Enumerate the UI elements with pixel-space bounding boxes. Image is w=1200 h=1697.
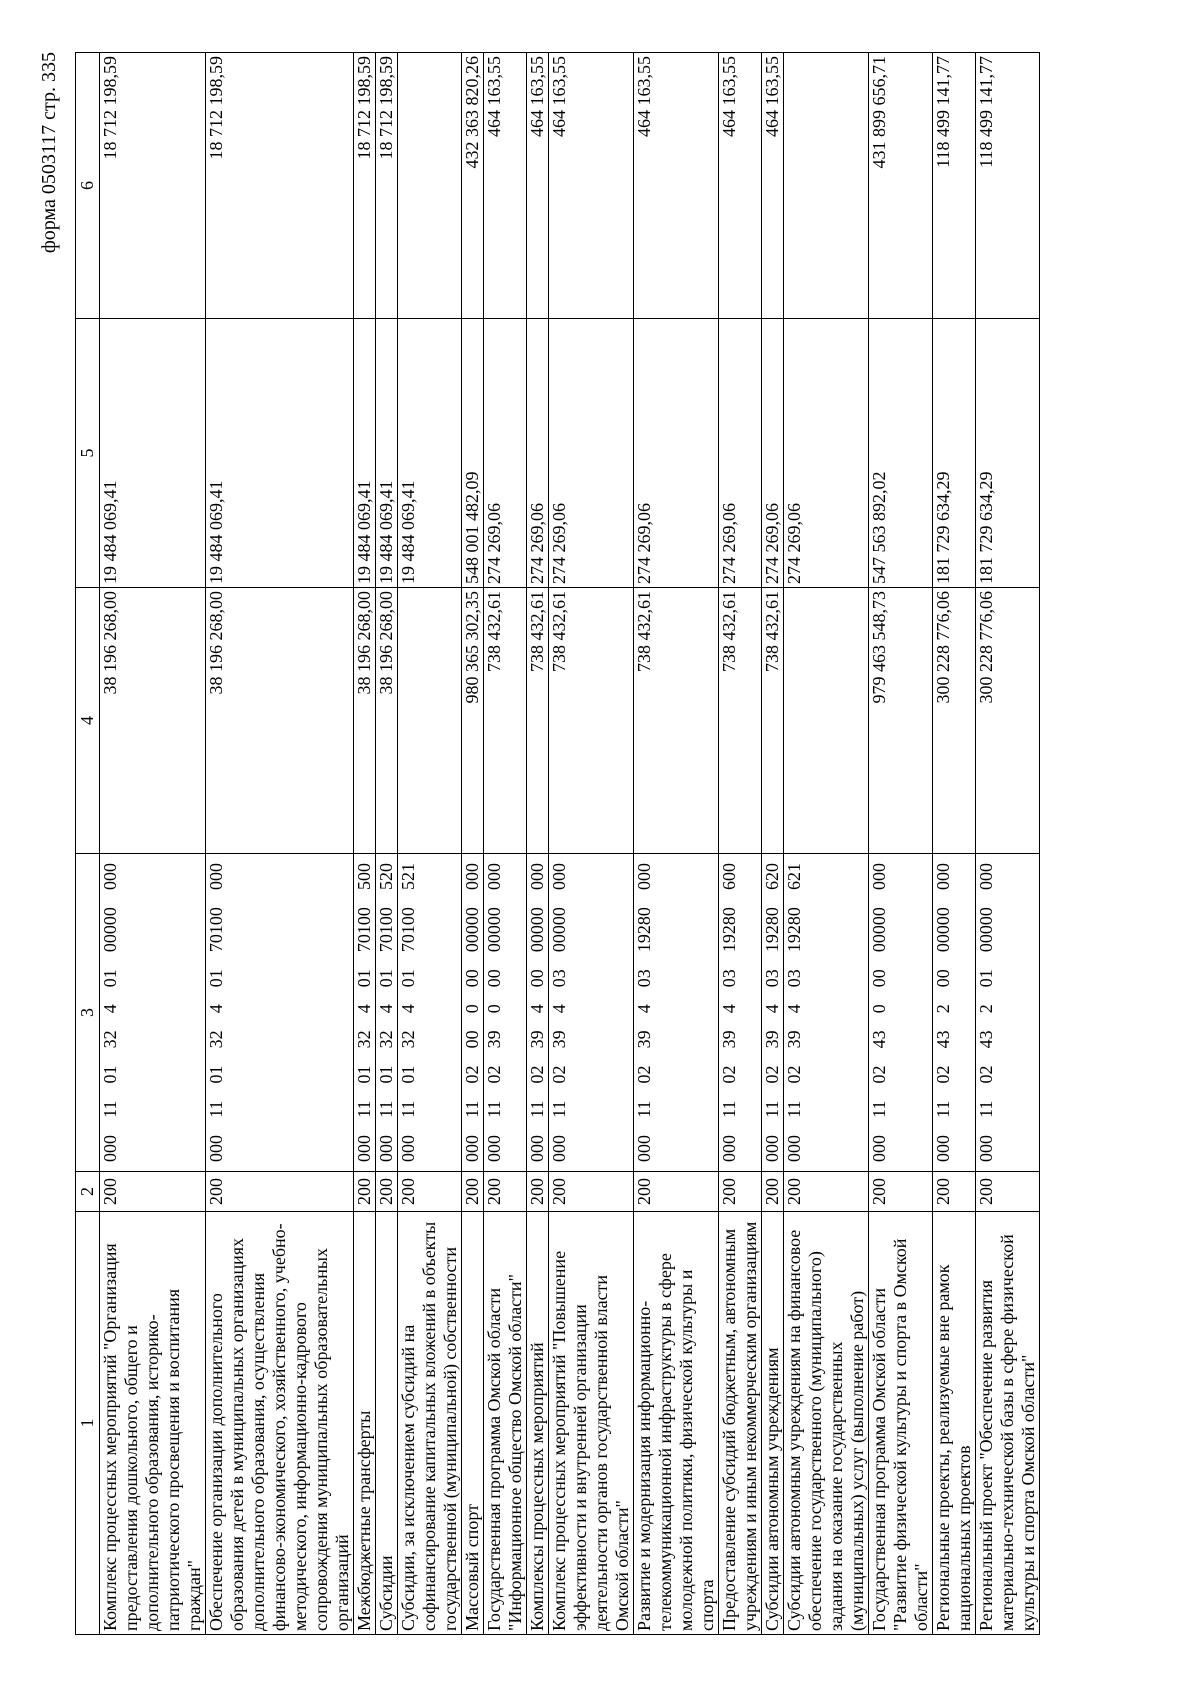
row-classification-code (634, 854, 719, 1172)
code-segment: 00000 (462, 907, 482, 953)
column-header: 6 (76, 53, 100, 319)
code-segment: 39 (549, 1030, 569, 1049)
table-row (762, 53, 784, 1635)
row-name: Субсидии автономным учреждениям (762, 1212, 784, 1635)
code-segment: 000 (100, 863, 120, 890)
row-code: 200 (762, 1172, 784, 1212)
code-segment: 32 (206, 1030, 226, 1049)
code-segment: 00000 (484, 907, 504, 953)
row-code: 200 (869, 1172, 933, 1212)
code-segment: 00000 (933, 907, 953, 953)
code-segment: 000 (206, 863, 226, 890)
column-header: 2 (76, 1172, 100, 1212)
code-segment: 00000 (527, 907, 547, 953)
approved-amount: 979 463 548,73 (869, 588, 933, 854)
row-classification-code (762, 854, 784, 1172)
code-segment: 39 (719, 1030, 739, 1049)
code-segment: 02 (762, 1065, 782, 1084)
code-segment: 02 (784, 1065, 804, 1084)
code-segment: 70100 (376, 907, 396, 953)
table-row (549, 53, 634, 1635)
table-row (354, 53, 376, 1635)
code-segment: 000 (762, 1135, 782, 1162)
code-segment: 01 (206, 969, 226, 988)
executed-amount: 181 729 634,29 (976, 319, 1040, 588)
row-classification-code (933, 854, 976, 1172)
row-classification-code (549, 854, 634, 1172)
executed-amount: 274 269,06 (784, 319, 869, 588)
column-header: 1 (76, 1212, 100, 1635)
code-segment: 01 (354, 1065, 374, 1084)
code-segment: 11 (933, 1100, 953, 1118)
executed-amount: 274 269,06 (634, 319, 719, 588)
row-code: 200 (354, 1172, 376, 1212)
code-segment: 000 (549, 863, 569, 890)
executed-amount: 19 484 069,41 (206, 319, 354, 588)
row-name: Обеспечение организации дополнительного образования детей в муниципальных организациях дополнительного образования, осуществления финансово-экономического, хозяйственного, учебно-методического, информационно-кадрового сопровождения муниципальных образовательных организаций (206, 1212, 354, 1635)
row-classification-code (484, 854, 527, 1172)
code-segment: 01 (976, 969, 996, 988)
approved-amount: 300 228 776,06 (976, 588, 1040, 854)
code-segment: 00 (869, 969, 889, 988)
approved-amount: 738 432,61 (549, 588, 634, 854)
row-classification-code (376, 854, 398, 1172)
code-segment: 19280 (634, 907, 654, 953)
table-row (527, 53, 549, 1635)
code-segment: 43 (933, 1030, 953, 1049)
code-segment: 4 (549, 1004, 569, 1014)
code-segment: 2 (933, 1004, 953, 1014)
row-classification-code (206, 854, 354, 1172)
unexecuted-amount: 431 899 656,71 (869, 53, 933, 319)
code-segment: 19280 (719, 907, 739, 953)
code-segment: 11 (634, 1100, 654, 1118)
row-code: 200 (398, 1172, 462, 1212)
row-code: 200 (784, 1172, 869, 1212)
row-code: 200 (100, 1172, 206, 1212)
approved-amount: 300 228 776,06 (933, 588, 976, 854)
row-name: Комплекс процессных мероприятий "Повышение эффективности и внутренней организации деятельности органов государственной власти Омской области" (549, 1212, 634, 1635)
code-segment: 4 (354, 1004, 374, 1014)
code-segment: 01 (100, 1065, 120, 1084)
executed-amount: 274 269,06 (527, 319, 549, 588)
row-name: Региональный проект "Обеспечение развития материально-технической базы в сфере физической культуры и спорта Омской области" (976, 1212, 1040, 1635)
code-segment: 39 (484, 1030, 504, 1049)
code-segment: 02 (719, 1065, 739, 1084)
row-classification-code (100, 854, 206, 1172)
executed-amount: 181 729 634,29 (933, 319, 976, 588)
code-segment: 000 (634, 863, 654, 890)
code-segment: 03 (549, 969, 569, 988)
table-row (869, 53, 933, 1635)
approved-amount: 738 432,61 (484, 588, 527, 854)
row-code: 200 (549, 1172, 634, 1212)
code-segment: 02 (869, 1065, 889, 1084)
code-segment: 0 (462, 1004, 482, 1014)
approved-amount: 738 432,61 (527, 588, 549, 854)
row-name: Массовый спорт (462, 1212, 484, 1635)
executed-amount: 548 001 482,09 (462, 319, 484, 588)
code-segment: 70100 (354, 907, 374, 953)
row-name: Комплексы процессных мероприятий (527, 1212, 549, 1635)
executed-amount: 19 484 069,41 (376, 319, 398, 588)
row-name: Предоставление субсидий бюджетным, автономным учреждениям и иным некоммерческим организациям (719, 1212, 762, 1635)
code-segment: 43 (869, 1030, 889, 1049)
unexecuted-amount: 464 163,55 (762, 53, 784, 319)
row-name: Развитие и модернизация информационно-телекоммуникационной инфраструктуры в сфере молодежной политики, физической культуры и спорта (634, 1212, 719, 1635)
code-segment: 000 (100, 1135, 120, 1162)
code-segment: 000 (549, 1135, 569, 1162)
code-segment: 4 (527, 1004, 547, 1014)
unexecuted-amount: 18 712 198,59 (100, 53, 206, 319)
column-numbers-row (76, 53, 100, 1635)
unexecuted-amount: 464 163,55 (719, 53, 762, 319)
code-segment: 000 (784, 1135, 804, 1162)
column-header: 3 (76, 854, 100, 1172)
code-segment: 000 (484, 1135, 504, 1162)
code-segment: 39 (527, 1030, 547, 1049)
table-row (206, 53, 354, 1635)
code-segment: 11 (354, 1100, 374, 1118)
unexecuted-amount: 18 712 198,59 (376, 53, 398, 319)
approved-amount: 38 196 268,00 (354, 588, 376, 854)
row-name: Комплекс процессных мероприятий "Организация предоставления дошкольного, общего и дополнительного образования, историко-патриотического просвещения и воспитания граждан" (100, 1212, 206, 1635)
code-segment: 19280 (762, 907, 782, 953)
executed-amount: 19 484 069,41 (100, 319, 206, 588)
code-segment: 19280 (784, 907, 804, 953)
code-segment: 11 (549, 1100, 569, 1118)
unexecuted-amount: 118 499 141,77 (976, 53, 1040, 319)
unexecuted-amount: 464 163,55 (527, 53, 549, 319)
code-segment: 521 (398, 863, 418, 890)
row-classification-code (354, 854, 376, 1172)
table-row (976, 53, 1040, 1635)
row-name: Государственная программа Омской области "Информационное общество Омской области" (484, 1212, 527, 1635)
row-name: Межбюджетные трансферты (354, 1212, 376, 1635)
unexecuted-amount: 18 712 198,59 (206, 53, 354, 319)
code-segment: 11 (762, 1100, 782, 1118)
code-segment: 03 (784, 969, 804, 988)
code-segment: 00 (484, 969, 504, 988)
table-row (398, 53, 462, 1635)
row-name: Субсидии (376, 1212, 398, 1635)
approved-amount: 38 196 268,00 (206, 588, 354, 854)
row-classification-code (784, 854, 869, 1172)
code-segment: 02 (484, 1065, 504, 1084)
table-row (719, 53, 762, 1635)
code-segment: 11 (719, 1100, 739, 1118)
code-segment: 32 (354, 1030, 374, 1049)
code-segment: 02 (976, 1065, 996, 1084)
row-classification-code (398, 854, 462, 1172)
table-row (784, 53, 869, 1635)
code-segment: 4 (398, 1004, 418, 1014)
code-segment: 70100 (206, 907, 226, 953)
code-segment: 000 (206, 1135, 226, 1162)
approved-amount: 980 365 302,35 (462, 588, 484, 854)
code-segment: 11 (784, 1100, 804, 1118)
code-segment: 000 (719, 1135, 739, 1162)
code-segment: 11 (376, 1100, 396, 1118)
row-code: 200 (933, 1172, 976, 1212)
table-row (484, 53, 527, 1635)
table-row (100, 53, 206, 1635)
code-segment: 000 (354, 1135, 374, 1162)
unexecuted-amount: 464 163,55 (549, 53, 634, 319)
row-code: 200 (484, 1172, 527, 1212)
code-segment: 01 (376, 969, 396, 988)
code-segment: 000 (634, 1135, 654, 1162)
code-segment: 000 (462, 863, 482, 890)
code-segment: 00000 (976, 907, 996, 953)
code-segment: 00 (462, 969, 482, 988)
approved-amount (784, 588, 869, 854)
code-segment: 02 (549, 1065, 569, 1084)
table-row (462, 53, 484, 1635)
row-name: Региональные проекты, реализуемые вне рамок национальных проектов (933, 1212, 976, 1635)
code-segment: 000 (527, 863, 547, 890)
column-header: 5 (76, 319, 100, 588)
unexecuted-amount: 432 363 820,26 (462, 53, 484, 319)
code-segment: 02 (634, 1065, 654, 1084)
code-segment: 01 (398, 1065, 418, 1084)
code-segment: 00 (933, 969, 953, 988)
row-classification-code (719, 854, 762, 1172)
code-segment: 000 (976, 1135, 996, 1162)
code-segment: 02 (462, 1065, 482, 1084)
executed-amount: 274 269,06 (719, 319, 762, 588)
code-segment: 0 (869, 1004, 889, 1014)
code-segment: 39 (784, 1030, 804, 1049)
row-code: 200 (719, 1172, 762, 1212)
table-row (634, 53, 719, 1635)
code-segment: 4 (762, 1004, 782, 1014)
code-segment: 11 (462, 1100, 482, 1118)
code-segment: 000 (976, 863, 996, 890)
code-segment: 02 (527, 1065, 547, 1084)
approved-amount: 38 196 268,00 (376, 588, 398, 854)
budget-table (75, 52, 1040, 1635)
executed-amount: 547 563 892,02 (869, 319, 933, 588)
code-segment: 03 (634, 969, 654, 988)
code-segment: 11 (869, 1100, 889, 1118)
executed-amount: 19 484 069,41 (398, 319, 462, 588)
code-segment: 43 (976, 1030, 996, 1049)
code-segment: 00 (462, 1030, 482, 1049)
code-segment: 02 (933, 1065, 953, 1084)
code-segment: 000 (484, 863, 504, 890)
row-code: 200 (376, 1172, 398, 1212)
code-segment: 32 (100, 1030, 120, 1049)
code-segment: 11 (206, 1100, 226, 1118)
code-segment: 01 (206, 1065, 226, 1084)
unexecuted-amount (784, 53, 869, 319)
column-header: 4 (76, 588, 100, 854)
code-segment: 32 (398, 1030, 418, 1049)
code-segment: 000 (398, 1135, 418, 1162)
code-segment: 621 (784, 863, 804, 890)
approved-amount: 738 432,61 (762, 588, 784, 854)
code-segment: 00000 (100, 907, 120, 953)
code-segment: 000 (933, 863, 953, 890)
row-code: 200 (462, 1172, 484, 1212)
table-row (933, 53, 976, 1635)
code-segment: 2 (976, 1004, 996, 1014)
code-segment: 4 (784, 1004, 804, 1014)
code-segment: 000 (376, 1135, 396, 1162)
row-classification-code (462, 854, 484, 1172)
unexecuted-amount: 464 163,55 (484, 53, 527, 319)
table-row (376, 53, 398, 1635)
code-segment: 01 (354, 969, 374, 988)
row-name: Субсидии, за исключением субсидий на софинансирование капитальных вложений в объекты государственной (муниципальной) собственности (398, 1212, 462, 1635)
code-segment: 39 (762, 1030, 782, 1049)
code-segment: 000 (462, 1135, 482, 1162)
code-segment: 500 (354, 863, 374, 890)
code-segment: 11 (484, 1100, 504, 1118)
row-name: Субсидии автономным учреждениям на финансовое обеспечение государственного (муниципального) задания на оказание государственных (муниципальных) услуг (выполнение работ) (784, 1212, 869, 1635)
code-segment: 000 (933, 1135, 953, 1162)
row-code: 200 (976, 1172, 1040, 1212)
code-segment: 01 (376, 1065, 396, 1084)
unexecuted-amount: 464 163,55 (634, 53, 719, 319)
code-segment: 4 (206, 1004, 226, 1014)
row-classification-code (869, 854, 933, 1172)
code-segment: 11 (976, 1100, 996, 1118)
code-segment: 4 (634, 1004, 654, 1014)
code-segment: 4 (719, 1004, 739, 1014)
code-segment: 520 (376, 863, 396, 890)
unexecuted-amount: 118 499 141,77 (933, 53, 976, 319)
code-segment: 000 (527, 1135, 547, 1162)
row-classification-code (976, 854, 1040, 1172)
code-segment: 0 (484, 1004, 504, 1014)
approved-amount (398, 588, 462, 854)
code-segment: 000 (869, 863, 889, 890)
code-segment: 01 (398, 969, 418, 988)
executed-amount: 274 269,06 (762, 319, 784, 588)
executed-amount: 274 269,06 (484, 319, 527, 588)
code-segment: 00 (527, 969, 547, 988)
approved-amount: 738 432,61 (634, 588, 719, 854)
code-segment: 11 (527, 1100, 547, 1118)
row-classification-code (527, 854, 549, 1172)
code-segment: 01 (100, 969, 120, 988)
unexecuted-amount: 18 712 198,59 (354, 53, 376, 319)
code-segment: 11 (398, 1100, 418, 1118)
code-segment: 39 (634, 1030, 654, 1049)
code-segment: 03 (719, 969, 739, 988)
row-code: 200 (527, 1172, 549, 1212)
code-segment: 4 (376, 1004, 396, 1014)
code-segment: 4 (100, 1004, 120, 1014)
code-segment: 70100 (398, 907, 418, 953)
code-segment: 00000 (869, 907, 889, 953)
code-segment: 32 (376, 1030, 396, 1049)
code-segment: 620 (762, 863, 782, 890)
approved-amount: 738 432,61 (719, 588, 762, 854)
code-segment: 00000 (549, 907, 569, 953)
unexecuted-amount (398, 53, 462, 319)
approved-amount: 38 196 268,00 (100, 588, 206, 854)
form-label: форма 0503117 стр. 335 (38, 52, 60, 254)
table-body (100, 53, 1040, 1635)
executed-amount: 19 484 069,41 (354, 319, 376, 588)
code-segment: 03 (762, 969, 782, 988)
code-segment: 600 (719, 863, 739, 890)
code-segment: 000 (869, 1135, 889, 1162)
code-segment: 11 (100, 1100, 120, 1118)
row-code: 200 (206, 1172, 354, 1212)
row-name: Государственная программа Омской области "Развитие физической культуры и спорта в Омской области" (869, 1212, 933, 1635)
row-code: 200 (634, 1172, 719, 1212)
executed-amount: 274 269,06 (549, 319, 634, 588)
